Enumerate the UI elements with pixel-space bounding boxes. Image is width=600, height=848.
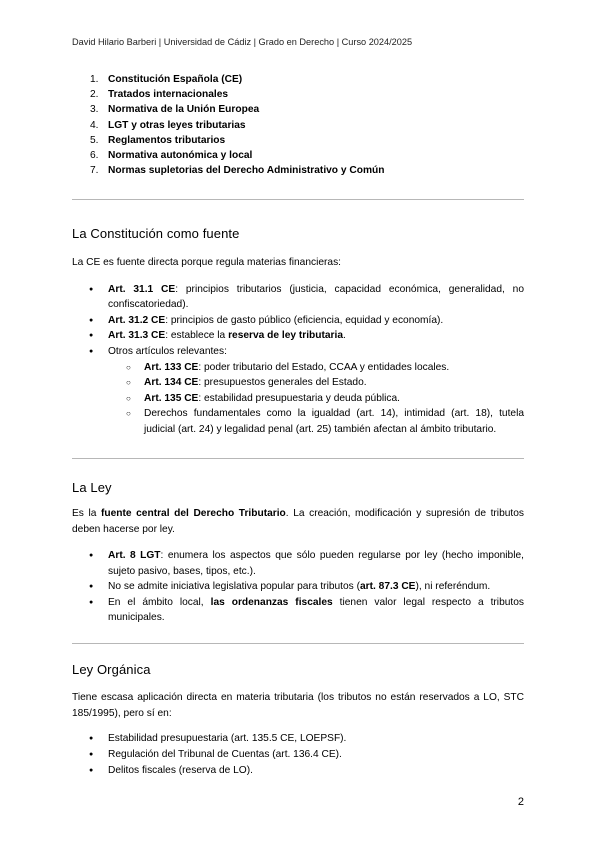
section-divider <box>72 199 524 200</box>
list-item: ● Delitos fiscales (reserva de LO). <box>72 763 524 779</box>
list-item: 1. Constitución Española (CE) <box>90 74 243 85</box>
list-item: ● Regulación del Tribunal de Cuentas (art. 136.4 CE). <box>72 747 524 763</box>
section-intro: Tiene escasa aplicación directa en materia tributaria (los tributos no están reservados a LO, STC 185/1995), pero sí en: <box>72 691 524 720</box>
list-item: ● Art. 31.3 CE: establece la reserva de ley tributaria. <box>72 328 524 344</box>
sources-list <box>72 72 524 178</box>
list-item: ● Otros artículos relevantes: ○ Art. 133 CE: poder tributario del Estado, CCAA y entidades locales. ○ Art. 134 CE: presupuestos generales del Estado. ○ Art. 135 CE: estabilidad presupuestaria y deuda pública. ○ Derechos fundamentales como la igualdad (art. 14), intimidad (art. 18), tutela judicial (art. 24) y legalidad penal (art. 25) también afectan al ámbito tributario. <box>72 344 524 438</box>
list-item: ● Estabilidad presupuestaria (art. 135.5 CE, LOEPSF). <box>72 731 524 747</box>
section-intro: Es la fuente central del Derecho Tributario. La creación, modificación y supresión de tributos deben hacerse por ley. <box>72 507 524 535</box>
ley-list <box>72 548 524 626</box>
section-title-constitucion: La Constitución como fuente <box>72 226 240 242</box>
list-item: 7. Normas supletorias del Derecho Administrativo y Común <box>90 165 385 177</box>
list-item: ● En el ámbito local, las ordenanzas fiscales tienen valor legal respecto a tributos municipales. <box>72 595 524 626</box>
list-item: 5. Reglamentos tributarios <box>90 134 226 146</box>
list-item: ○ Derechos fundamentales como la igualdad (art. 14), intimidad (art. 18), tutela judicial (art. 24) y legalidad penal (art. 25) también afectan al ámbito tributario. <box>108 406 524 437</box>
list-item: ● Art. 31.2 CE: principios de gasto público (eficiencia, equidad y economía). <box>72 313 524 329</box>
page-number: 2 <box>517 796 524 808</box>
section-divider <box>72 458 524 459</box>
section-intro: La CE es fuente directa porque regula materias financieras: <box>72 257 341 269</box>
list-item: ● Art. 31.1 CE: principios tributarios (justicia, capacidad económica, generalidad, no confiscatoriedad). <box>72 282 524 313</box>
page-content <box>72 72 524 778</box>
constitucion-list <box>72 282 524 438</box>
section-title-ley-organica: Ley Orgánica <box>72 661 151 677</box>
section-divider <box>72 643 524 644</box>
list-item: ○ Art. 134 CE: presupuestos generales del Estado. <box>108 375 524 391</box>
list-item: ● Art. 8 LGT: enumera los aspectos que sólo pueden regularse por ley (hecho imponible, sujeto pasivo, bases, tipos, etc.). <box>72 548 524 579</box>
organica-list <box>72 731 524 778</box>
list-item: 6. Normativa autonómica y local <box>90 150 253 162</box>
list-item: ○ Art. 135 CE: estabilidad presupuestaria y deuda pública. <box>108 391 524 407</box>
list-item: 3. Normativa de la Unión Europea <box>90 104 260 116</box>
section-title-ley: La Ley <box>72 479 112 495</box>
list-item: 4. LGT y otras leyes tributarias <box>90 119 246 131</box>
list-item: 2. Tratados internacionales <box>90 89 229 101</box>
list-item: ● No se admite iniciativa legislativa popular para tributos (art. 87.3 CE), ni referéndum. <box>72 579 524 595</box>
list-item: ○ Art. 133 CE: poder tributario del Estado, CCAA y entidades locales. <box>108 360 524 376</box>
sublist <box>108 360 524 438</box>
page-header: David Hilario Barberi | Universidad de Cádiz | Grado en Derecho | Curso 2024/2025 <box>72 37 413 47</box>
